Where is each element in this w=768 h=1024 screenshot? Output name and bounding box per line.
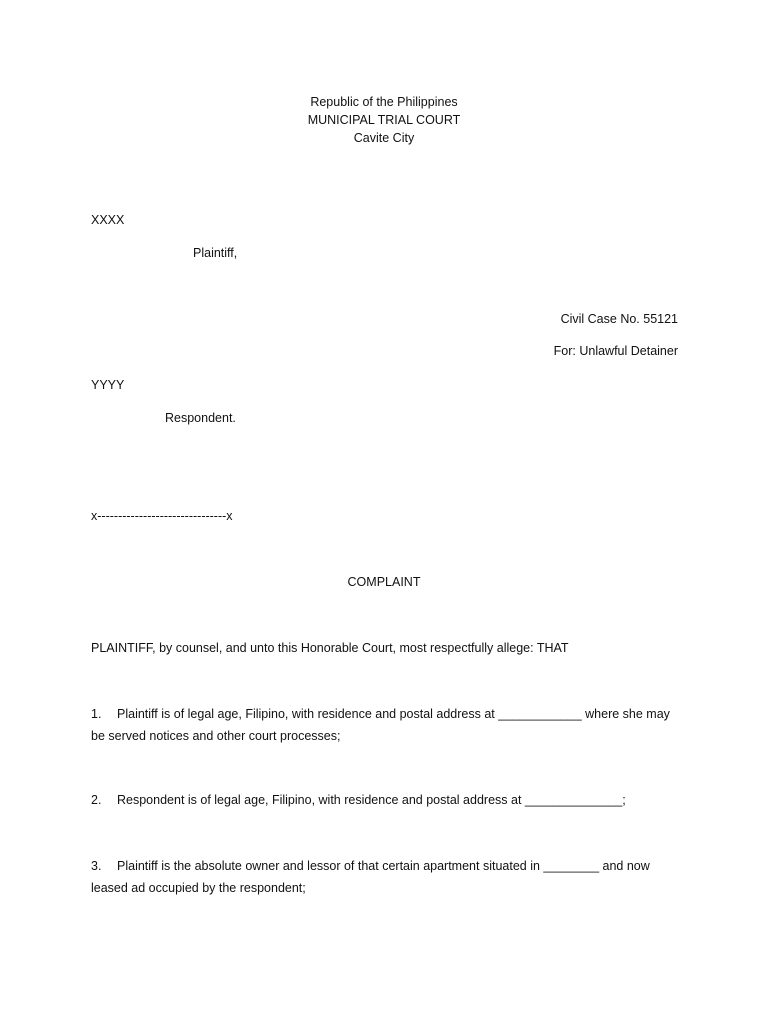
paragraph-text: Plaintiff is the absolute owner and lessor of that certain apartment situated in ________ and now leased ad occupied by the respondent; bbox=[91, 859, 650, 895]
allegation-paragraph-3 bbox=[91, 855, 681, 899]
allegation-paragraph-2 bbox=[91, 789, 681, 811]
plaintiff-name: XXXX bbox=[91, 213, 125, 227]
respondent-label: Respondent. bbox=[165, 411, 236, 425]
intro-paragraph: PLAINTIFF, by counsel, and unto this Honorable Court, most respectfully allege: THAT bbox=[91, 641, 569, 655]
case-nature: For: Unlawful Detainer bbox=[553, 344, 678, 358]
respondent-name: YYYY bbox=[91, 378, 125, 392]
caption-separator: x-------------------------------x bbox=[91, 509, 233, 523]
paragraph-number: 2. bbox=[91, 793, 102, 807]
case-number: Civil Case No. 55121 bbox=[560, 312, 678, 326]
court-header-republic: Republic of the Philippines bbox=[310, 95, 458, 109]
document-title: COMPLAINT bbox=[347, 575, 421, 589]
court-header-city: Cavite City bbox=[353, 131, 415, 145]
paragraph-number: 3. bbox=[91, 859, 102, 873]
paragraph-number: 1. bbox=[91, 707, 102, 721]
paragraph-text: Plaintiff is of legal age, Filipino, with residence and postal address at ____________ where she may be served notices and other court processes; bbox=[91, 707, 670, 743]
court-header-court: MUNICIPAL TRIAL COURT bbox=[307, 113, 461, 127]
plaintiff-label: Plaintiff, bbox=[193, 246, 238, 260]
allegation-paragraph-1 bbox=[91, 703, 681, 747]
paragraph-text: Respondent is of legal age, Filipino, with residence and postal address at ______________; bbox=[117, 793, 626, 807]
